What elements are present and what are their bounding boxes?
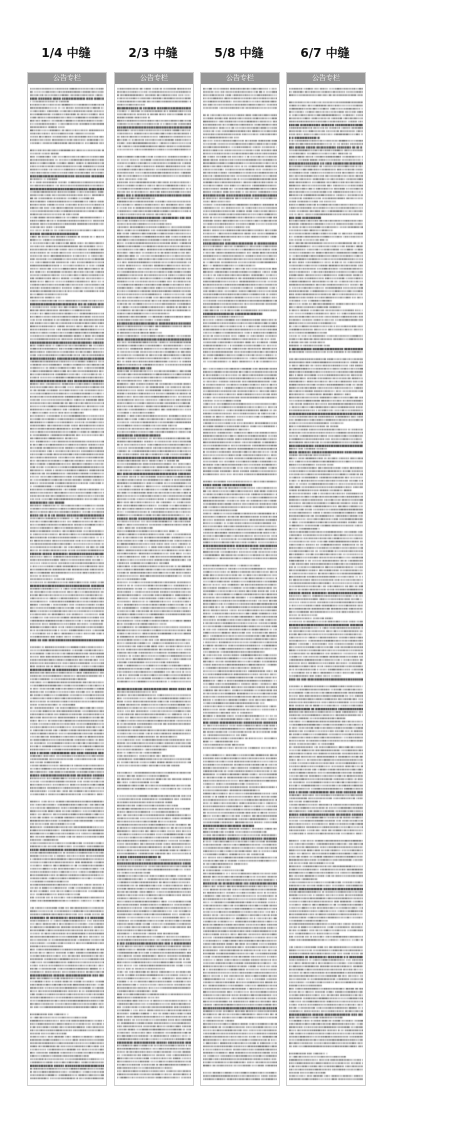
column-title: 6/7 中缝 [300, 46, 350, 60]
column-title: 1/4 中缝 [41, 46, 91, 60]
notice-header: 公告专栏 [201, 73, 279, 84]
notice-text-block [30, 86, 104, 1082]
column-title: 2/3 中缝 [128, 46, 178, 60]
notice-strip [286, 72, 366, 1086]
column-title: 5/8 中缝 [214, 46, 264, 60]
notice-header: 公告专栏 [115, 73, 193, 84]
notice-text-block [289, 86, 363, 1082]
notice-text-block [203, 86, 277, 1082]
notice-strip [114, 72, 194, 1086]
margin-column-5-8 [200, 44, 278, 1086]
margin-column-2-3 [114, 44, 192, 1086]
notice-text-block [117, 86, 191, 1082]
notice-strip [27, 72, 107, 1086]
notice-strip [200, 72, 280, 1086]
notice-header: 公告专栏 [287, 73, 365, 84]
margin-column-1-4 [27, 44, 105, 1086]
margin-column-6-7 [286, 44, 364, 1086]
notice-header: 公告专栏 [28, 73, 106, 84]
